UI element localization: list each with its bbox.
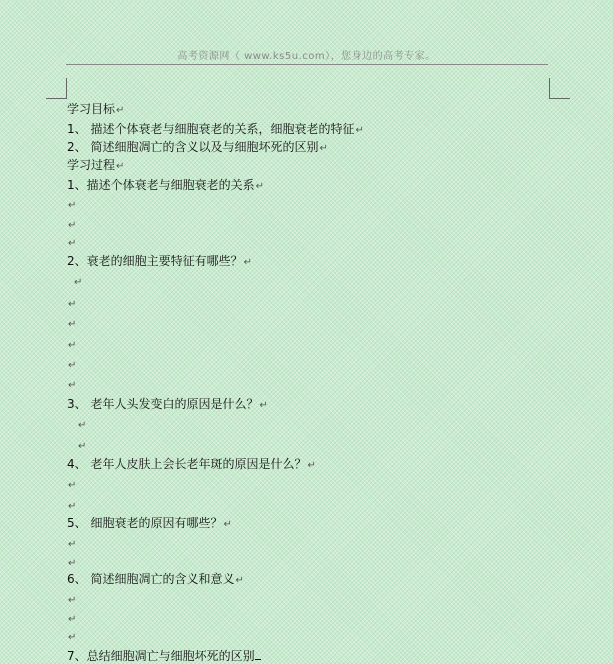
document-paragraph[interactable] <box>67 121 364 139</box>
paragraph-text: 4、 老年人皮肤上会长老年斑的原因是什么？ <box>67 457 307 471</box>
paragraph-mark-icon: ↵ <box>68 501 77 512</box>
paragraph-mark-icon: ↵ <box>243 257 253 268</box>
paragraph-mark-icon: ↵ <box>68 380 77 391</box>
document-paragraph[interactable] <box>67 139 328 157</box>
paragraph-mark-icon: ↵ <box>68 340 77 351</box>
empty-paragraph[interactable] <box>67 356 76 374</box>
paragraph-mark-icon: ↵ <box>68 558 77 569</box>
paragraph-mark-icon: ↵ <box>223 519 232 530</box>
empty-paragraph[interactable] <box>67 497 76 515</box>
paragraph-mark-icon: ↵ <box>68 299 77 310</box>
paragraph-text: 7、总结细胞凋亡与细胞坏死的区别 <box>67 649 255 663</box>
paragraph-mark-icon: ↵ <box>74 277 83 288</box>
paragraph-text: 6、 简述细胞凋亡的含义和意义 <box>67 572 235 586</box>
paragraph-mark-icon: ↵ <box>68 360 77 371</box>
paragraph-text: 2、 简述细胞凋亡的含义以及与细胞坏死的区别 <box>67 140 319 154</box>
document-paragraph[interactable] <box>67 177 264 195</box>
document-paragraph[interactable] <box>67 647 261 664</box>
document-paragraph[interactable] <box>67 515 232 533</box>
text-cursor <box>255 647 261 660</box>
document-paragraph[interactable] <box>67 456 316 474</box>
empty-paragraph[interactable] <box>77 437 86 455</box>
page-header-text: 高考资源网（ www.ks5u.com），您身边的高考专家。 <box>177 51 436 62</box>
empty-paragraph[interactable] <box>67 554 76 572</box>
paragraph-mark-icon: ↵ <box>235 575 244 586</box>
paragraph-mark-icon: ↵ <box>68 595 77 606</box>
header-divider <box>66 64 548 65</box>
left-margin-corner-mark <box>46 78 67 99</box>
empty-paragraph[interactable] <box>67 535 76 553</box>
document-paragraph[interactable] <box>67 253 252 271</box>
paragraph-mark-icon: ↵ <box>68 238 77 249</box>
document-paragraph[interactable] <box>67 101 124 119</box>
paragraph-mark-icon: ↵ <box>116 105 125 116</box>
empty-paragraph[interactable] <box>67 234 76 252</box>
paragraph-mark-icon: ↵ <box>68 632 77 643</box>
paragraph-mark-icon: ↵ <box>68 319 77 330</box>
empty-paragraph[interactable] <box>73 273 82 291</box>
empty-paragraph[interactable] <box>67 336 76 354</box>
empty-paragraph[interactable] <box>67 376 76 394</box>
document-paragraph[interactable] <box>67 157 124 175</box>
document-paragraph[interactable] <box>67 396 268 414</box>
right-margin-corner-mark <box>549 78 570 99</box>
paragraph-mark-icon: ↵ <box>68 614 77 625</box>
empty-paragraph[interactable] <box>67 476 76 494</box>
paragraph-mark-icon: ↵ <box>68 220 77 231</box>
paragraph-mark-icon: ↵ <box>68 480 77 491</box>
document-paragraph[interactable] <box>67 571 244 589</box>
paragraph-mark-icon: ↵ <box>78 420 87 431</box>
empty-paragraph[interactable] <box>67 610 76 628</box>
empty-paragraph[interactable] <box>67 591 76 609</box>
paragraph-text: 2、衰老的细胞主要特征有哪些？ <box>67 254 243 268</box>
paragraph-mark-icon: ↵ <box>255 181 265 192</box>
paragraph-text: 学习过程 <box>67 158 116 172</box>
paragraph-mark-icon: ↵ <box>78 441 87 452</box>
paragraph-text: 学习目标 <box>67 102 116 116</box>
empty-paragraph[interactable] <box>67 628 76 646</box>
empty-paragraph[interactable] <box>67 315 76 333</box>
paragraph-text: 3、 老年人头发变白的原因是什么？ <box>67 397 259 411</box>
paragraph-mark-icon: ↵ <box>355 125 364 136</box>
paragraph-text: 5、 细胞衰老的原因有哪些？ <box>67 516 223 530</box>
paragraph-text: 1、 描述个体衰老与细胞衰老的关系，细胞衰老的特征 <box>67 122 355 136</box>
paragraph-mark-icon: ↵ <box>68 200 77 211</box>
paragraph-mark-icon: ↵ <box>319 143 328 154</box>
paragraph-mark-icon: ↵ <box>307 460 316 471</box>
paragraph-mark-icon: ↵ <box>259 400 268 411</box>
empty-paragraph[interactable] <box>67 196 76 214</box>
empty-paragraph[interactable] <box>67 295 76 313</box>
paragraph-text: 1、描述个体衰老与细胞衰老的关系 <box>67 178 255 192</box>
empty-paragraph[interactable] <box>77 416 86 434</box>
paragraph-mark-icon: ↵ <box>68 539 77 550</box>
paragraph-mark-icon: ↵ <box>116 161 125 172</box>
empty-paragraph[interactable] <box>67 216 76 234</box>
